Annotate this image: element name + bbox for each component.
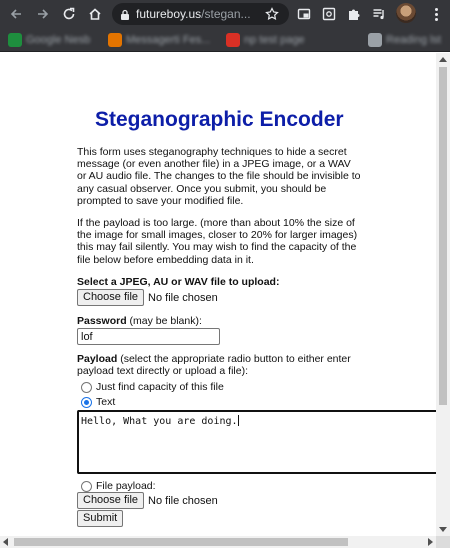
- file-payload-radio-label: File payload:: [96, 480, 156, 492]
- url-path: /stegan...: [201, 7, 251, 21]
- bookmark-favicon: [226, 33, 240, 47]
- page-title: Steganographic Encoder: [95, 108, 344, 131]
- choose-file-button[interactable]: Choose file: [77, 289, 144, 306]
- text-radio-label: Text: [96, 396, 116, 408]
- bookmark-label: Messagerti Fes...: [126, 34, 211, 46]
- text-caret: [238, 415, 239, 426]
- scroll-up-icon[interactable]: [439, 57, 447, 62]
- lock-icon[interactable]: [120, 9, 132, 20]
- home-icon: [88, 7, 102, 21]
- bookmark-item[interactable]: [368, 32, 441, 48]
- bookmark-favicon: [108, 33, 122, 47]
- bookmark-favicon: [8, 33, 22, 47]
- screenshot-icon: [322, 7, 336, 21]
- password-label-row: [77, 315, 362, 327]
- file-upload-label: Select a JPEG, AU or WAV file to upload:: [77, 276, 280, 288]
- file-status: No file chosen: [148, 291, 218, 304]
- bookmark-label: np test page: [244, 34, 305, 46]
- horizontal-scrollbar[interactable]: [0, 536, 436, 548]
- page-viewport: [0, 53, 436, 536]
- text-radio[interactable]: [81, 397, 92, 408]
- payload-textarea[interactable]: [77, 410, 436, 474]
- submit-button[interactable]: Submit: [77, 510, 123, 527]
- vertical-scroll-thumb[interactable]: [439, 67, 447, 405]
- screenshot-extension-button[interactable]: [319, 4, 339, 24]
- text-radio-option[interactable]: [81, 396, 115, 408]
- payload-text: Hello, What you are doing.: [81, 416, 238, 427]
- forward-button[interactable]: [33, 4, 53, 24]
- extensions-button[interactable]: [344, 4, 364, 24]
- choose-payload-file-button[interactable]: Choose file: [77, 492, 144, 509]
- home-button[interactable]: [85, 4, 105, 24]
- capacity-radio-label: Just find capacity of this file: [96, 381, 224, 393]
- payload-file-status: No file chosen: [148, 494, 218, 507]
- bookmark-label: Reading lst: [386, 34, 442, 46]
- payload-hint: (select the appropriate radio button to either enter payload text directly or upload a file):: [77, 353, 351, 378]
- bookmark-item[interactable]: [226, 32, 305, 48]
- playlist-icon: [372, 7, 386, 21]
- vertical-scrollbar[interactable]: [436, 53, 450, 536]
- bookmark-label: Google Nesb: [26, 34, 91, 46]
- payload-label: Payload: [77, 353, 118, 365]
- bookmark-favicon: [368, 33, 382, 47]
- file-payload-radio-option[interactable]: [81, 480, 156, 492]
- browser-toolbar: [0, 0, 450, 28]
- url-host: futureboy.us: [136, 7, 202, 21]
- payload-file-row: [77, 492, 218, 509]
- password-label: Password: [77, 315, 127, 327]
- profile-avatar[interactable]: [396, 3, 416, 23]
- back-button[interactable]: [6, 4, 26, 24]
- warning-text: If the payload is too large. (more than about 10% the size of the image for small images, closer to 20% for larger images) this may fail silently. You may wish to find the capacity of the file below before embedding data in it.: [77, 217, 358, 266]
- intro-text: This form uses steganography techniques to hide a secret message (or even another file) in a JPEG image, or a WAV or AU audio file. The changes to the file should be invisible to any casual observer. Once you submit, you should be prompted to save your modified file.: [77, 146, 361, 207]
- payload-label-row: [77, 353, 362, 377]
- bookmark-item[interactable]: [8, 32, 90, 48]
- bookmark-star-button[interactable]: [262, 4, 282, 24]
- arrow-right-icon: [36, 7, 50, 21]
- bookmarks-bar: [0, 28, 450, 52]
- scroll-down-icon[interactable]: [439, 527, 447, 532]
- file-payload-radio[interactable]: [81, 481, 92, 492]
- bookmark-item[interactable]: [108, 32, 210, 48]
- arrow-left-icon: [9, 7, 23, 21]
- reload-icon: [62, 7, 76, 21]
- capacity-radio-option[interactable]: [81, 381, 224, 393]
- puzzle-icon: [347, 7, 361, 21]
- kebab-menu-icon[interactable]: [426, 4, 446, 24]
- file-upload-row: [77, 289, 218, 306]
- capacity-radio[interactable]: [81, 382, 92, 393]
- horizontal-scroll-thumb[interactable]: [14, 538, 348, 546]
- password-hint: (may be blank):: [129, 315, 202, 327]
- scroll-right-icon[interactable]: [428, 538, 433, 546]
- media-icon: [297, 7, 311, 21]
- media-extension-button[interactable]: [294, 4, 314, 24]
- reload-button[interactable]: [59, 4, 79, 24]
- star-icon: [265, 7, 279, 21]
- playlist-extension-button[interactable]: [369, 4, 389, 24]
- scrollbar-corner: [436, 536, 450, 548]
- scroll-left-icon[interactable]: [3, 538, 8, 546]
- password-field[interactable]: [77, 328, 220, 345]
